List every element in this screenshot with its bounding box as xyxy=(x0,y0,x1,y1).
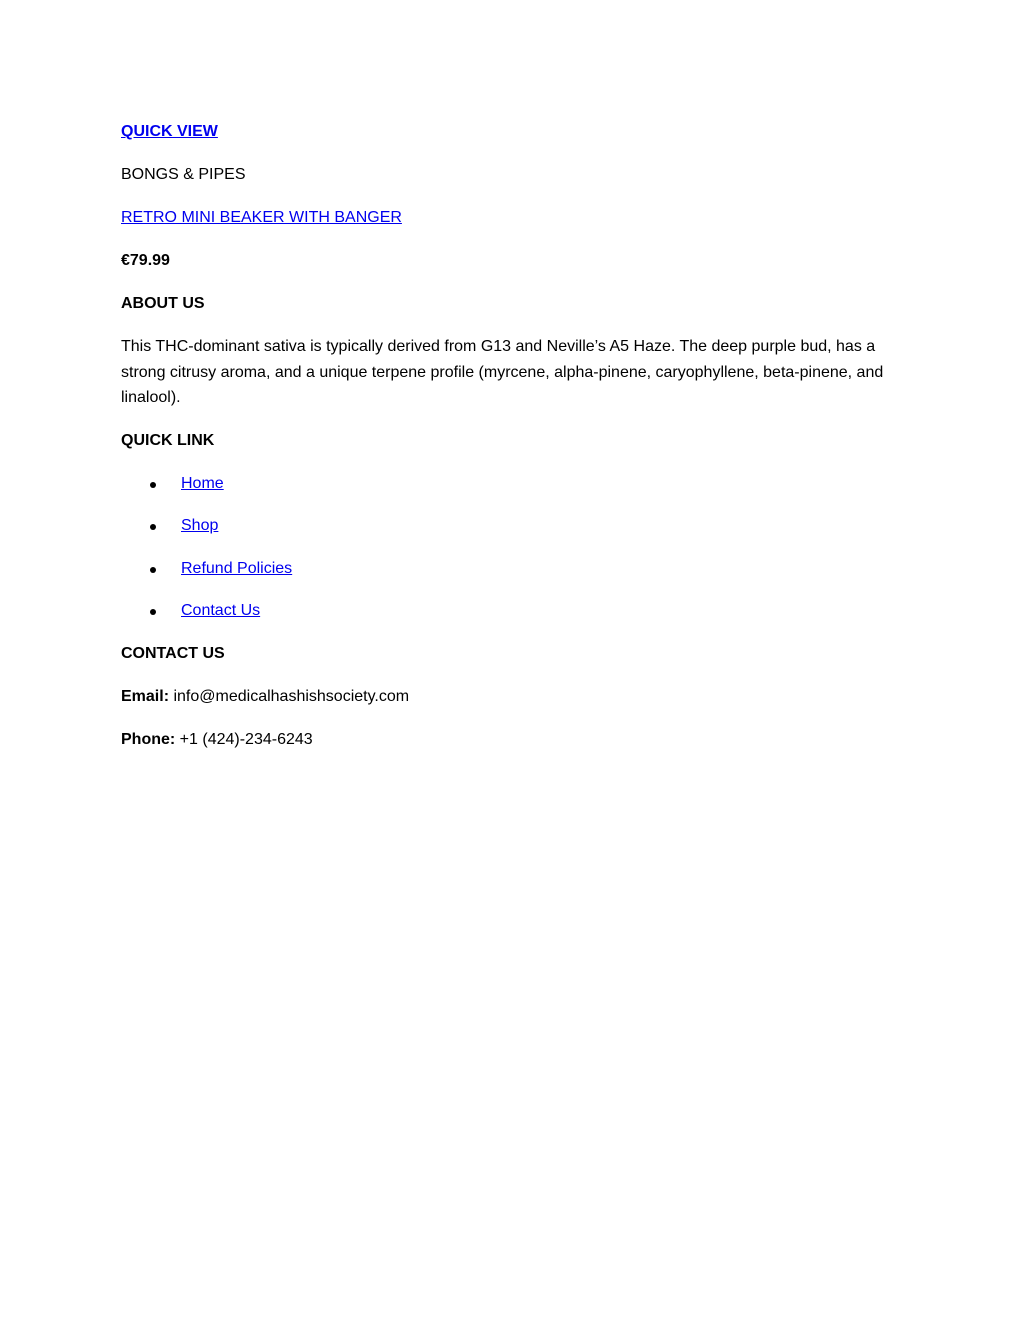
quick-link-item xyxy=(121,598,901,624)
email-line xyxy=(121,684,901,710)
product-name-paragraph xyxy=(121,205,901,231)
quick-link-heading: QUICK LINK xyxy=(121,431,215,449)
phone-label: Phone: xyxy=(121,730,176,748)
about-heading: ABOUT US xyxy=(121,295,205,312)
product-price: €79.99 xyxy=(121,252,170,269)
email-value: info@medicalhashishsociety.com xyxy=(173,687,410,705)
quick-view-paragraph xyxy=(121,119,901,145)
refund-policies-link[interactable]: Refund Policies xyxy=(181,559,293,577)
quick-link-list xyxy=(121,471,901,625)
bullet-icon xyxy=(150,609,156,615)
bullet-icon xyxy=(150,567,156,573)
phone-value: +1 (424)-234-6243 xyxy=(179,730,313,748)
quick-link-item xyxy=(121,471,901,497)
shop-link[interactable]: Shop xyxy=(181,517,219,534)
phone-line xyxy=(121,727,901,753)
bullet-icon xyxy=(150,524,156,530)
contact-heading: CONTACT US xyxy=(121,644,225,662)
contact-us-link[interactable]: Contact Us xyxy=(181,602,261,619)
home-link[interactable]: Home xyxy=(181,474,224,492)
quick-link-item xyxy=(121,513,901,539)
about-text: This THC-dominant sativa is typically derived from G13 and Neville’s A5 Haze. The deep purple bud, has a strong citrusy aroma, and a unique terpene profile (myrcene, alpha-pinene, caryophyllene, beta-pinene, and linalool). xyxy=(121,338,884,406)
product-name-link[interactable]: RETRO MINI BEAKER WITH BANGER xyxy=(121,209,402,226)
document-page xyxy=(121,119,901,770)
quick-link-item xyxy=(121,556,901,582)
bullet-icon xyxy=(150,482,156,488)
email-label: Email: xyxy=(121,687,170,705)
quick-view-link[interactable]: QUICK VIEW xyxy=(121,123,218,140)
product-category: BONGS & PIPES xyxy=(121,166,246,183)
